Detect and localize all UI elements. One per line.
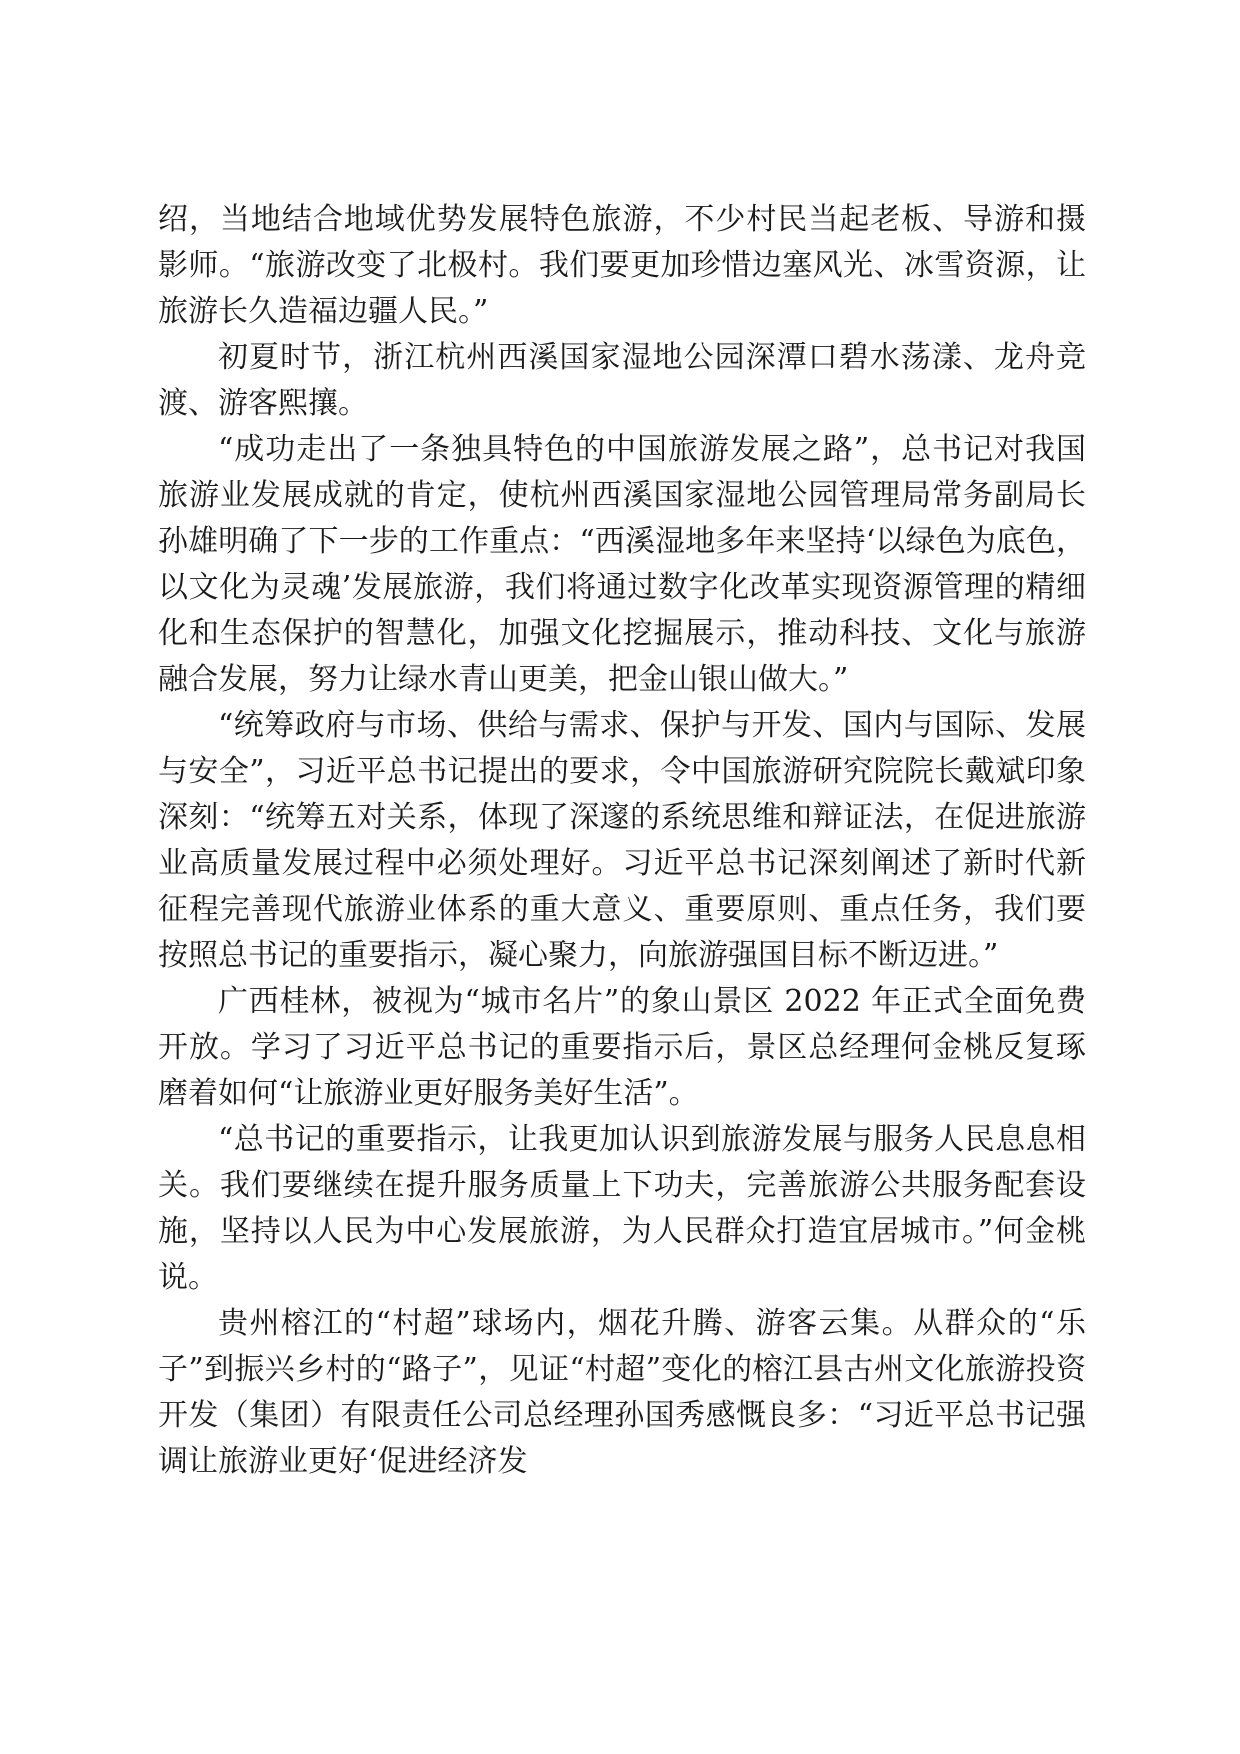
paragraph-continued: 绍，当地结合地域优势发展特色旅游，不少村民当起老板、导游和摄影师。“旅游改变了北极村。我们要更加珍惜边塞风光、冰雪资源，让旅游长久造福边疆人民。” — [158, 202, 1086, 329]
article-body — [158, 197, 1086, 1485]
paragraph: “统筹政府与市场、供给与需求、保护与开发、国内与国际、发展与安全”，习近平总书记提出的要求，令中国旅游研究院院长戴斌印象深刻：“统筹五对关系，体现了深邃的系统思维和辩证法，在促进旅游业高质量发展过程中必须处理好。习近平总书记深刻阐述了新时代新征程完善现代旅游业体系的重大意义、重要原则、重点任务，我们要按照总书记的重要指示，凝心聚力，向旅游强国目标不断迈进。” — [158, 708, 1086, 973]
paragraph: 贵州榕江的“村超”球场内，烟花升腾、游客云集。从群众的“乐子”到振兴乡村的“路子”，见证“村超”变化的榕江县古州文化旅游投资开发（集团）有限责任公司总经理孙国秀感慨良多：“习近平总书记强调让旅游业更好‘促进经济发 — [158, 1306, 1086, 1479]
paragraph: 初夏时节，浙江杭州西溪国家湿地公园深潭口碧水荡漾、龙舟竞渡、游客熙攘。 — [158, 340, 1086, 421]
paragraph: 广西桂林，被视为“城市名片”的象山景区 2022 年正式全面免费开放。学习了习近平总书记的重要指示后，景区总经理何金桃反复琢磨着如何“让旅游业更好服务美好生活”。 — [158, 984, 1086, 1111]
paragraph: “总书记的重要指示，让我更加认识到旅游发展与服务人民息息相关。我们要继续在提升服务质量上下功夫，完善旅游公共服务配套设施，坚持以人民为中心发展旅游，为人民群众打造宜居城市。”何金桃说。 — [158, 1122, 1086, 1295]
paragraph: “成功走出了一条独具特色的中国旅游发展之路”，总书记对我国旅游业发展成就的肯定，使杭州西溪国家湿地公园管理局常务副局长孙雄明确了下一步的工作重点：“西溪湿地多年来坚持‘以绿色为底色，以文化为灵魂’发展旅游，我们将通过数字化改革实现资源管理的精细化和生态保护的智慧化，加强文化挖掘展示，推动科技、文化与旅游融合发展，努力让绿水青山更美，把金山银山做大。” — [158, 432, 1086, 697]
